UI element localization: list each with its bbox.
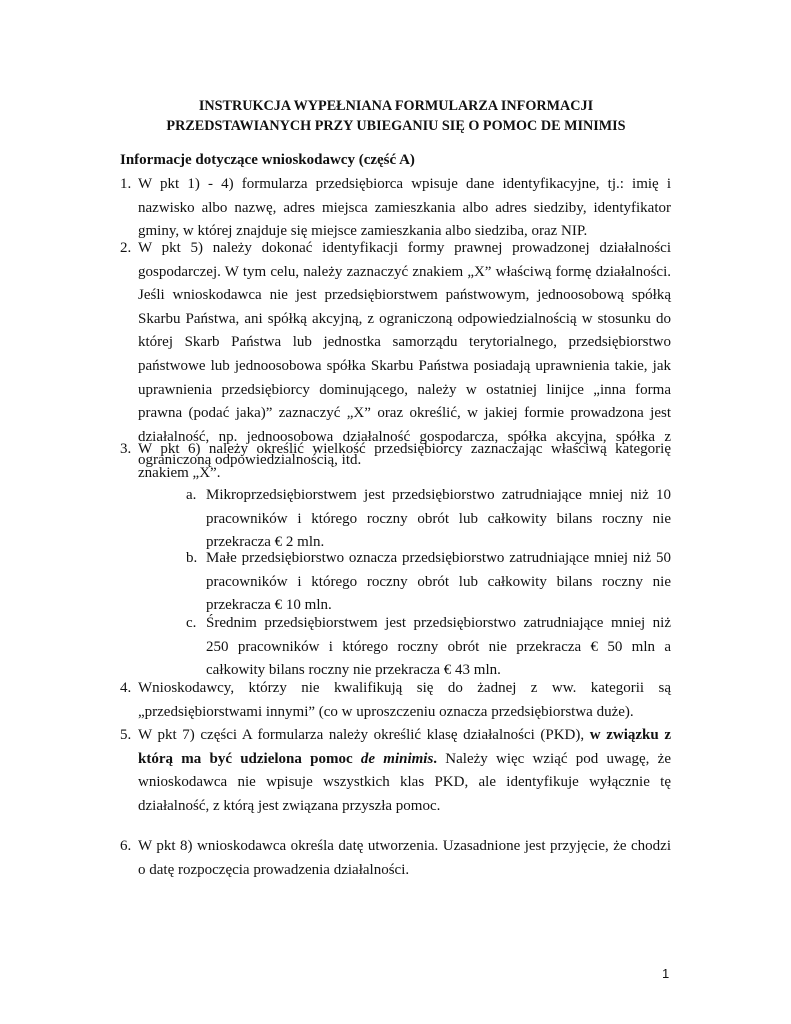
item-text-bold: w związku z którą ma być udzielona pomoc bbox=[138, 727, 671, 767]
item-text-regular: W pkt 7) części A formularza należy określić klasę działalności (PKD), bbox=[138, 727, 590, 743]
subitem-text: Średnim przedsiębiorstwem jest przedsiębiorstwo zatrudniające mniej niż 250 pracowników i którego roczny obrót nie przekracza € 50 mln a całkowity bilans roczny nie przekracza € 43 mln. bbox=[206, 615, 671, 679]
item-text bbox=[138, 724, 671, 818]
item-number: 6. bbox=[120, 838, 132, 854]
item-text-bold-end: . bbox=[433, 750, 438, 767]
list-item-4 bbox=[120, 677, 671, 724]
section-heading: Informacje dotyczące wnioskodawcy (część A) bbox=[120, 152, 415, 168]
list-item-1 bbox=[120, 173, 671, 244]
title-line-1: INSTRUKCJA WYPEŁNIANA FORMULARZA INFORMACJI bbox=[198, 98, 594, 114]
item-text-bold-italic: de minimis bbox=[360, 750, 434, 767]
document-title bbox=[120, 96, 672, 136]
item-text: W pkt 1) - 4) formularza przedsiębiorca wpisuje dane identyfikacyjne, tj.: imię i nazwisko albo nazwę, adres miejsca zamieszkania albo adres siedziby, identyfikator gminy, w której znajduje się miejsce zamieszkania albo siedziba, oraz NIP. bbox=[138, 176, 671, 240]
list-item-6 bbox=[120, 835, 671, 882]
page-number: 1 bbox=[662, 966, 670, 981]
subitem-c bbox=[186, 612, 671, 683]
subitem-text: Małe przedsiębiorstwo oznacza przedsiębiorstwo zatrudniające mniej niż 50 pracowników i którego roczny obrót lub całkowity bilans roczny nie przekracza € 10 mln. bbox=[206, 550, 671, 614]
list-item-3 bbox=[120, 438, 671, 485]
subitem-letter: b. bbox=[186, 550, 198, 566]
item-number: 3. bbox=[120, 441, 132, 457]
list-item-5 bbox=[120, 724, 671, 818]
subitem-a bbox=[186, 484, 671, 555]
item-text: W pkt 6) należy określić wielkość przedsiębiorcy zaznaczając właściwą kategorię znakiem „X”. bbox=[138, 441, 671, 481]
subitem-letter: a. bbox=[186, 487, 197, 503]
item-text: W pkt 5) należy dokonać identyfikacji formy prawnej prowadzonej działalności gospodarczej. W tym celu, należy zaznaczyć znakiem „X” właściwą formę działalności. Jeśli wnioskodawca nie jest przedsiębiorstwem państwowym, jednoosobową spółką Skarbu Państwa, ani spółką akcyjną, z ograniczoną odpowiedzialnością w stosunku do której Skarb Państwa lub jednostka samorządu terytorialnego, przedsiębiorstwo państwowe lub jednoosobowa spółka Skarbu Państwa posiadają uprawnienia takie, jak uprawnienia przedsiębiorcy dominującego, należy w ostatniej linijce „inna forma prawna (podać jaka)” zaznaczyć „X” oraz określić, w jakiej formie prowadzona jest działalność, np. jednoosobowa działalność gospodarcza, spółka akcyjna, spółka z ograniczoną odpowiedzialnością, itd. bbox=[138, 240, 671, 469]
item-number: 1. bbox=[120, 176, 132, 192]
subitem-text: Mikroprzedsiębiorstwem jest przedsiębiorstwo zatrudniające mniej niż 10 pracowników i którego roczny obrót lub całkowity bilans roczny nie przekracza € 2 mln. bbox=[206, 487, 671, 551]
subitem-b bbox=[186, 547, 671, 618]
title-line-2: PRZEDSTAWIANYCH PRZY UBIEGANIU SIĘ O POMOC DE MINIMIS bbox=[166, 118, 626, 134]
subitem-letter: c. bbox=[186, 615, 197, 631]
item-number: 5. bbox=[120, 727, 132, 743]
item-text: Wnioskodawcy, którzy nie kwalifikują się do żadnej z ww. kategorii są „przedsiębiorstwami innymi” (co w uproszczeniu oznacza przedsiębiorstwa duże). bbox=[138, 680, 671, 720]
item-text: W pkt 8) wnioskodawca określa datę utworzenia. Uzasadnione jest przyjęcie, że chodzi o datę rozpoczęcia prowadzenia działalności. bbox=[138, 838, 671, 878]
item-number: 2. bbox=[120, 240, 132, 256]
item-text-regular-2: Należy więc wziąć pod uwagę, że wnioskodawca nie wpisuje wszystkich klas PKD, ale identyfikuje wyłącznie tę działalność, z którą jest związana przyszła pomoc. bbox=[138, 750, 671, 814]
item-number: 4. bbox=[120, 680, 132, 696]
